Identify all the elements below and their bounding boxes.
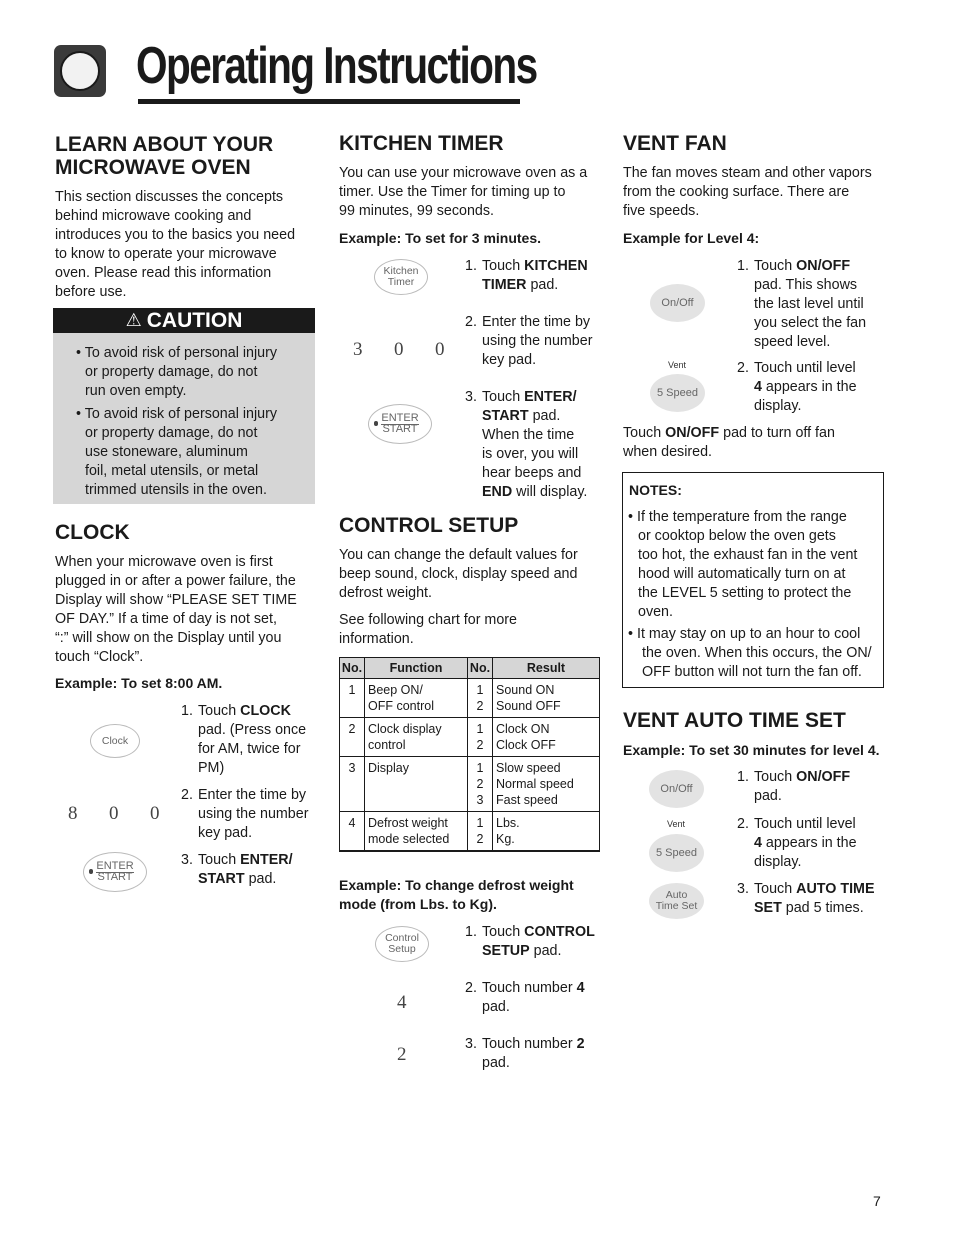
table-header-result: Result — [493, 658, 600, 679]
vent-heading: VENT FAN — [623, 132, 727, 155]
control-see-chart: See following chart for more information. — [339, 612, 517, 647]
vent-example: Example for Level 4: — [623, 230, 760, 246]
auto-step-2: 2. Touch until level 4 appears in the display. — [737, 816, 857, 870]
clock-body: When your microwave oven is first plugged in or after a power failure, the Display will show “PLEASE SET TIME OF DAY.” If a time of day is not set, “:” will show on the Display until you touch “Clock”. — [55, 554, 297, 665]
notes-box — [622, 472, 884, 688]
vent-body: The fan moves steam and other vapors from the cooking surface. There are five speeds. — [623, 165, 872, 219]
clock-step-3: 3. Touch ENTER/ START pad. — [181, 852, 293, 887]
table-row: 2 Clock display control 1 2 Clock ON Clock OFF — [340, 718, 600, 757]
timer-body: You can use your microwave oven as a timer. Use the Timer for timing up to 99 minutes, 99 seconds. — [339, 165, 588, 219]
timer-digit-0b[interactable]: 0 — [435, 339, 445, 360]
clock-step-1: 1. Touch CLOCK pad. (Press once for AM, twice for PM) — [181, 703, 307, 776]
page-number: 7 — [873, 1193, 881, 1209]
notes-bullet-2: • It may stay on up to an hour to cool the oven. When this occurs, the ON/ OFF button will not turn the fan off. — [628, 626, 872, 680]
timer-step-2: 2. Enter the time by using the number key pad. — [465, 314, 593, 368]
caution-bullet-1: • To avoid risk of personal injury or property damage, do not run oven empty. — [76, 345, 278, 399]
timer-heading: KITCHEN TIMER — [339, 132, 504, 155]
control-step-1: 1. Touch CONTROL SETUP pad. — [465, 924, 595, 959]
auto-heading: VENT AUTO TIME SET — [623, 709, 846, 732]
timer-step-3: 3. Touch ENTER/ START pad. When the time is over, you will hear beeps and END will display. — [465, 389, 588, 500]
table-header-no2: No. — [468, 658, 493, 679]
auto-5speed-button[interactable]: 5 Speed — [649, 834, 704, 872]
timer-digit-0[interactable]: 0 — [394, 339, 404, 360]
vent-step-1: 1. Touch ON/OFF pad. This shows the last level until you select the fan speed level. — [737, 258, 867, 350]
table-header-function: Function — [365, 658, 468, 679]
warning-triangle-icon: ⚠ — [125, 310, 142, 330]
caution-box — [53, 333, 315, 504]
clock-example: Example: To set 8:00 AM. — [55, 675, 223, 691]
learn-body: This section discusses the concepts behind microwave cooking and introduces you to the basics you need to know to operate your microwave oven. Please read this information before use. — [55, 189, 296, 300]
table-row: 1 Beep ON/ OFF control 1 2 Sound ON Sound OFF — [340, 679, 600, 718]
control-example: Example: To change defrost weight mode (from Lbs. to Kg). — [339, 877, 574, 912]
caution-bullet-2: • To avoid risk of personal injury or property damage, do not use stoneware, aluminum foil, metal utensils, or metal trimmed utensils in the oven. — [76, 406, 278, 498]
lightbulb-logo-icon — [54, 45, 106, 97]
enter-dot-icon — [374, 421, 378, 426]
notes-bullet-1: • If the temperature from the range or cooktop below the oven gets too hot, the exhaust fan in the vent hood will automatically turn on at the LEVEL 5 setting to protect the oven. — [628, 509, 858, 620]
control-setup-table — [339, 657, 600, 852]
vent-step-2: 2. Touch until level 4 appears in the display. — [737, 360, 857, 414]
control-step-3: 3. Touch number 2 pad. — [465, 1036, 585, 1071]
vent-turn-off-text: Touch ON/OFF pad to turn off fan when desired. — [623, 425, 835, 460]
clock-digit-0b[interactable]: 0 — [150, 803, 160, 824]
timer-step-1: 1. Touch KITCHEN TIMER pad. — [465, 258, 588, 293]
learn-section — [55, 133, 273, 179]
clock-digit-0[interactable]: 0 — [109, 803, 119, 824]
vent-5speed-button[interactable]: 5 Speed — [650, 374, 705, 412]
clock-heading: CLOCK — [55, 521, 130, 544]
timer-digit-3[interactable]: 3 — [353, 339, 363, 360]
auto-example: Example: To set 30 minutes for level 4. — [623, 742, 880, 758]
vent-onoff-button[interactable]: On/Off — [650, 284, 705, 322]
vent-label: Vent — [668, 360, 687, 370]
table-header-no: No. — [340, 658, 365, 679]
title-underline — [138, 99, 520, 104]
kitchen-timer-button[interactable]: Kitchen Timer — [374, 259, 428, 295]
auto-time-set-button[interactable]: Auto Time Set — [649, 883, 704, 919]
auto-step-3: 3. Touch AUTO TIME SET pad 5 times. — [737, 881, 875, 916]
auto-step-1: 1. Touch ON/OFF pad. — [737, 769, 851, 804]
control-step-2: 2. Touch number 4 pad. — [465, 980, 585, 1015]
page-title: Operating Instructions — [136, 37, 537, 95]
learn-heading: LEARN ABOUT YOUR MICROWAVE OVEN — [55, 133, 274, 179]
timer-example: Example: To set for 3 minutes. — [339, 230, 542, 246]
clock-enter-start-button[interactable]: ENTER START — [83, 852, 147, 892]
auto-onoff-button[interactable]: On/Off — [649, 770, 704, 808]
clock-digit-8[interactable]: 8 — [68, 803, 78, 824]
timer-enter-start-button[interactable]: ENTER START — [368, 404, 432, 444]
control-body: You can change the default values for beep sound, clock, display speed and defrost weight. — [339, 547, 578, 601]
table-row: 3 Display 1 2 3 Slow speed Normal speed Fast speed — [340, 757, 600, 812]
control-digit-4[interactable]: 4 — [397, 992, 407, 1013]
caution-header: ⚠ CAUTION — [53, 308, 315, 333]
control-setup-button[interactable]: Control Setup — [375, 926, 429, 962]
notes-heading: NOTES: — [629, 482, 682, 498]
control-digit-2[interactable]: 2 — [397, 1044, 407, 1065]
clock-step-2: 2. Enter the time by using the number key pad. — [181, 787, 309, 841]
clock-pad-button[interactable]: Clock — [90, 724, 140, 758]
auto-vent-label: Vent — [667, 819, 686, 829]
control-heading: CONTROL SETUP — [339, 514, 519, 537]
table-row: 4 Defrost weight mode selected 1 2 Lbs. Kg. — [340, 812, 600, 852]
enter-dot-icon — [89, 869, 93, 874]
